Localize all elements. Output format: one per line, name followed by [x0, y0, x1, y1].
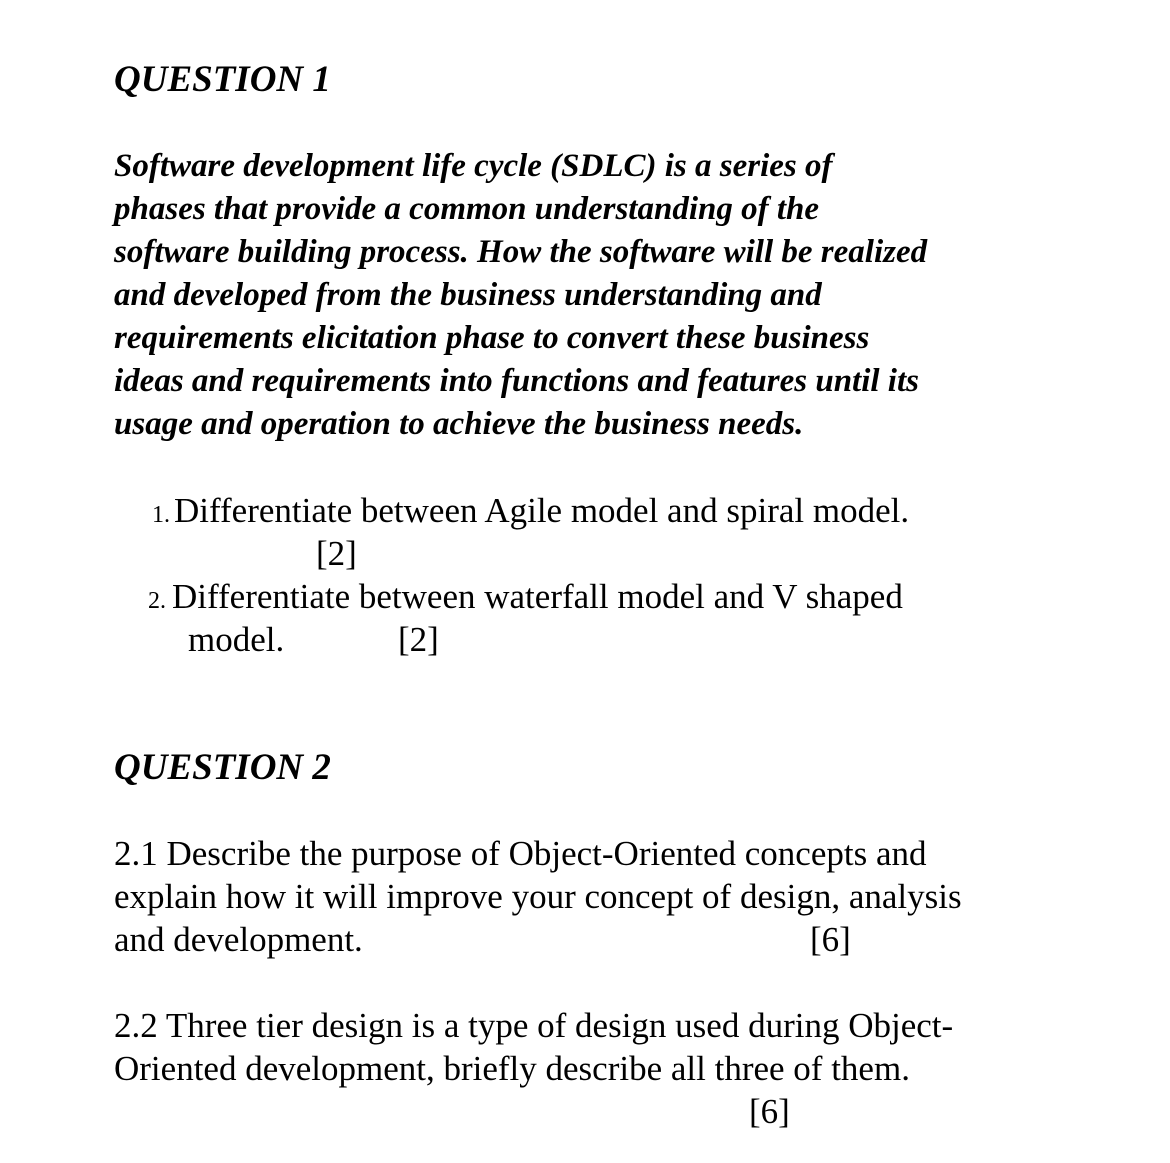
intro-line: and developed from the business understanding and — [114, 277, 822, 313]
question-line: Oriented development, briefly describe all three of them. — [114, 1049, 910, 1088]
intro-line: phases that provide a common understanding of the — [114, 191, 820, 227]
question-line: 2.1 Describe the purpose of Object-Oriented concepts and — [114, 834, 927, 873]
question-line: 2.2 Three tier design is a type of design used during Object- — [114, 1006, 954, 1045]
list-item-text: Differentiate between Agile model and spiral model. — [174, 491, 910, 530]
intro-line: Software development life cycle (SDLC) is a series of — [114, 148, 833, 184]
question-line: and development. — [114, 920, 363, 959]
intro-line: usage and operation to achieve the business needs. — [114, 406, 804, 442]
list-item-continuation: model. — [188, 620, 285, 659]
marks-badge: [2] — [398, 620, 439, 659]
question-2-heading: QUESTION 2 — [114, 747, 331, 788]
question-line: explain how it will improve your concept of design, analysis — [114, 877, 962, 916]
question-1-heading: QUESTION 1 — [114, 59, 331, 100]
list-number: 1. — [152, 502, 170, 528]
list-item-2 — [148, 575, 903, 623]
marks-badge: [2] — [316, 534, 357, 573]
marks-badge: [6] — [810, 920, 851, 959]
list-number: 2. — [148, 588, 166, 614]
list-item-text: Differentiate between waterfall model and V shaped — [172, 577, 903, 616]
intro-line: ideas and requirements into functions and features until its — [114, 363, 919, 399]
intro-line: requirements elicitation phase to convert these business — [114, 320, 870, 356]
intro-line: software building process. How the software will be realized — [114, 234, 928, 270]
marks-badge: [6] — [749, 1092, 790, 1131]
list-item-1 — [152, 489, 909, 537]
